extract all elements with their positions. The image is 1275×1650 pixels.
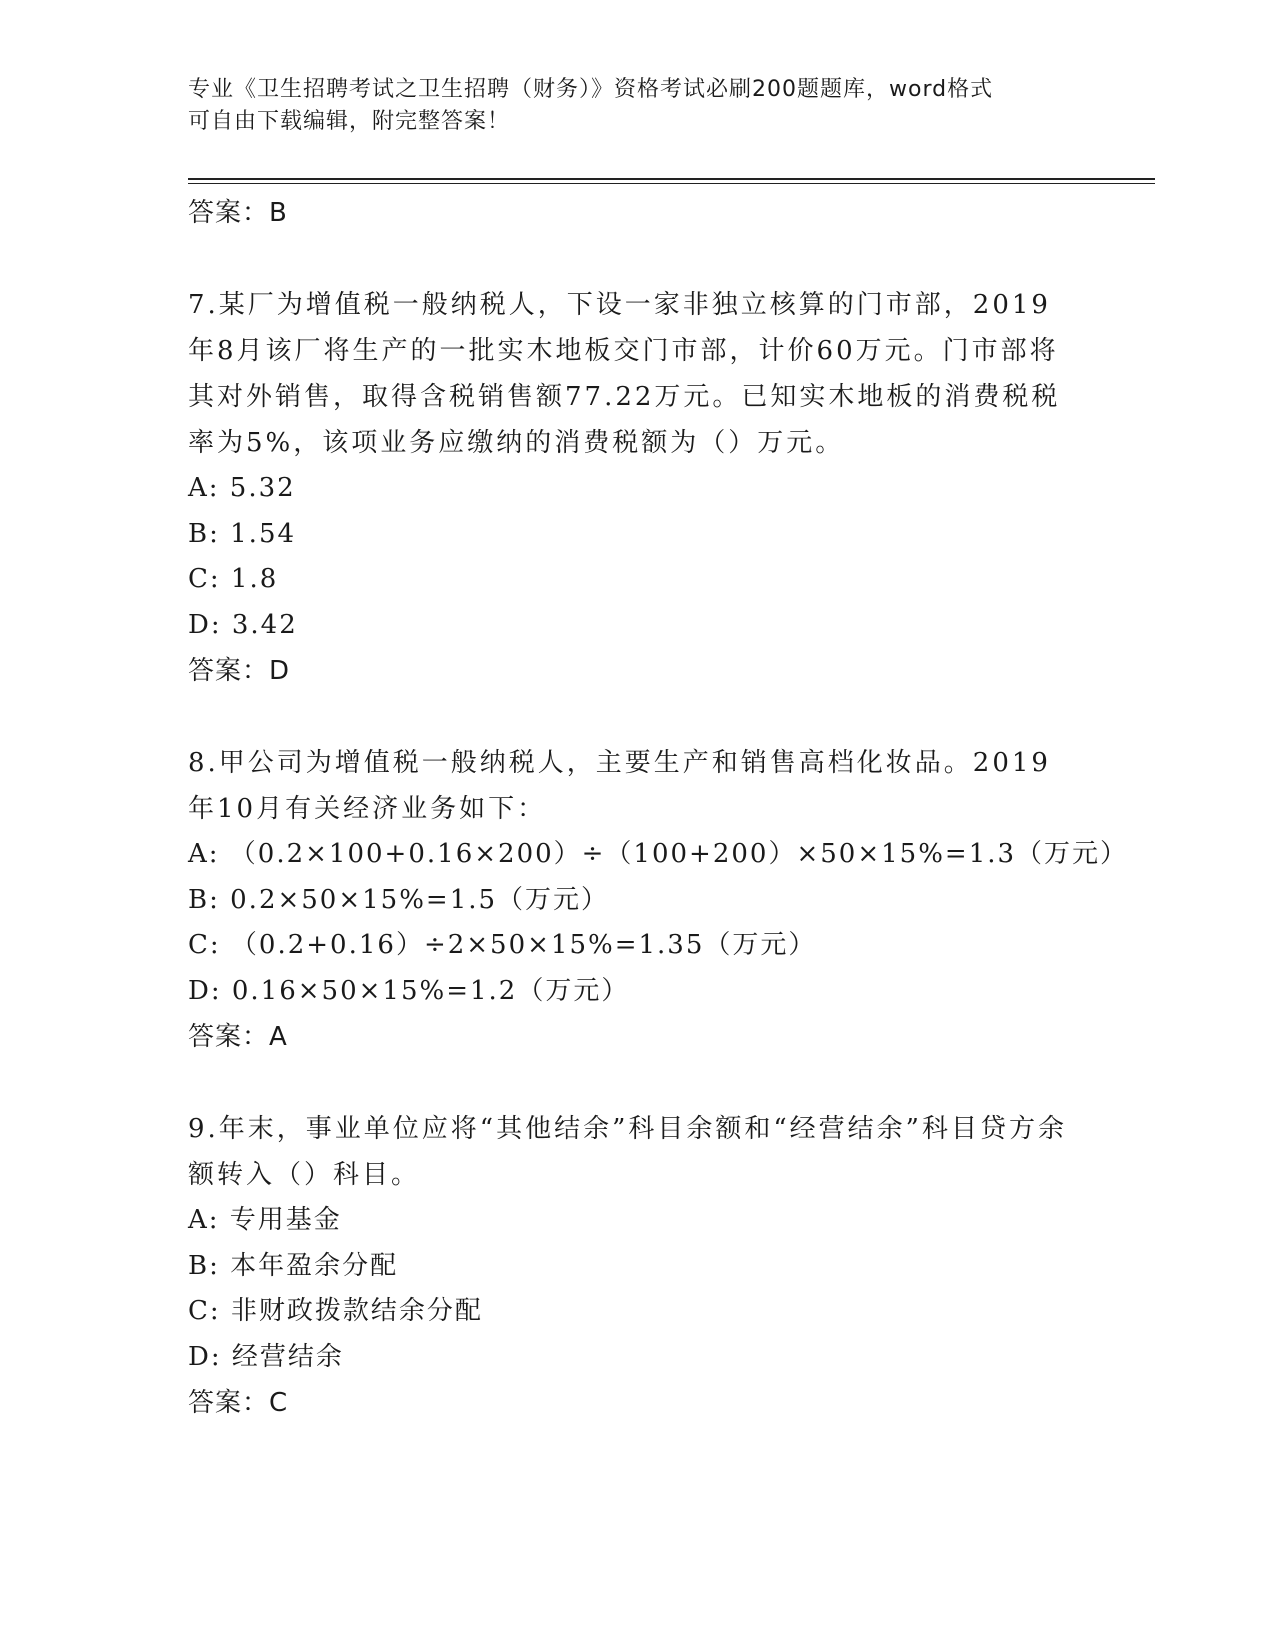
option-b: B: 本年盈余分配 (188, 1250, 399, 1281)
header-title-line-2: 可自由下载编辑，附完整答案！ (188, 109, 511, 134)
question-list (188, 190, 1129, 1426)
option-b: B: 0.2×50×15%=1.5（万元） (188, 884, 610, 915)
header-title-line-1: 专业《卫生招聘考试之卫生招聘（财务）》资格考试必刷200题题库，word格式 (188, 77, 994, 102)
question-8 (188, 740, 1129, 1060)
answer: 答案：D (188, 656, 291, 686)
option-c: C: 1.8 (188, 564, 279, 594)
answer: 答案：A (188, 1022, 288, 1052)
option-d: D: 经营结余 (188, 1341, 344, 1372)
option-a: A: 5.32 (188, 473, 296, 503)
question-7 (188, 282, 1068, 694)
option-c: C: 非财政拨款结余分配 (188, 1296, 483, 1326)
option-c: C: （0.2+0.16）÷2×50×15%=1.35（万元） (188, 930, 817, 960)
question-stem: 8.甲公司为增值税一般纳税人，主要生产和销售高档化妆品。2019年10月有关经济业务如下： (188, 748, 1051, 824)
option-a: A: 专用基金 (188, 1205, 342, 1235)
question-stem: 9.年末，事业单位应将“其他结余”科目余额和“经营结余”科目贷方余额转入（）科目。 (188, 1114, 1067, 1190)
option-d: D: 0.16×50×15%=1.2（万元） (188, 975, 630, 1006)
document-header (188, 74, 1068, 138)
option-d: D: 3.42 (188, 609, 298, 640)
question-stem: 7.某厂为增值税一般纳税人，下设一家非独立核算的门市部，2019年8月该厂将生产的一批实木地板交门市部，计价60万元。门市部将其对外销售，取得含税销售额77.22万元。已知实木地板的消费税税率为5%，该项业务应缴纳的消费税额为（）万元。 (188, 290, 1061, 458)
previous-answer: 答案：B (188, 198, 288, 228)
option-a: A: （0.2×100+0.16×200）÷（100+200）×50×15%=1.3（万元） (188, 839, 1129, 869)
option-b: B: 1.54 (188, 518, 297, 549)
header-rule-thick (188, 178, 1155, 180)
question-9 (188, 1106, 1068, 1426)
answer: 答案：C (188, 1388, 289, 1418)
header-rule-thin (188, 183, 1155, 184)
